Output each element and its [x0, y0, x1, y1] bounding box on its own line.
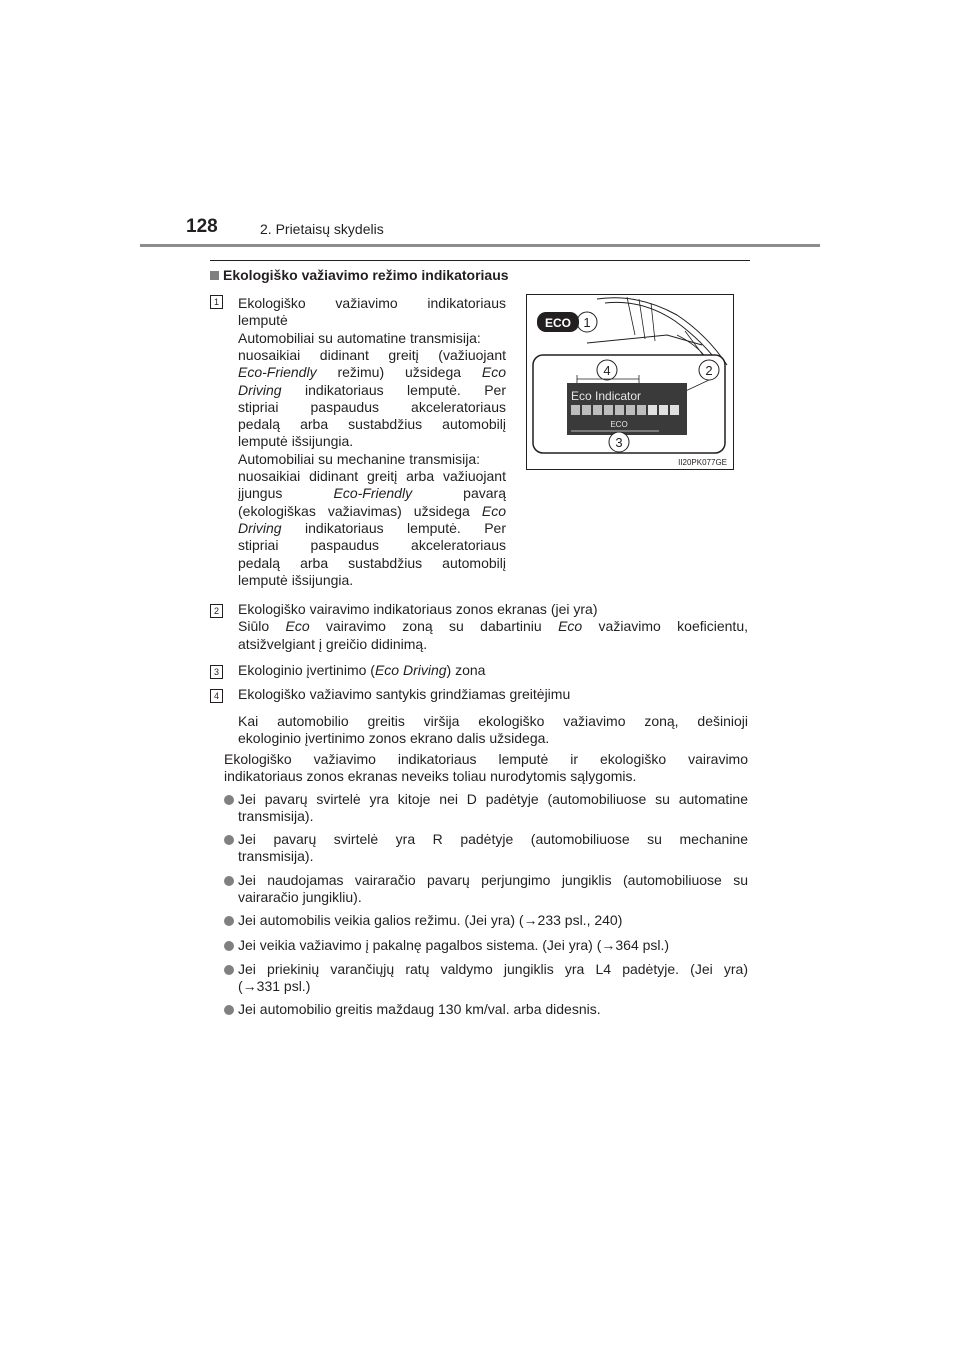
bullet-line-1: Jei naudojamas vairaračio pavarų perjungimo jungiklis (automobiliuose su — [238, 872, 748, 888]
indicator-label: Eco Indicator — [571, 389, 642, 403]
callout-4: 4 — [603, 363, 611, 378]
item-1-line: lemputė išsijungia. — [238, 571, 354, 588]
page-number: 128 — [186, 216, 218, 237]
bullet-icon — [224, 876, 234, 886]
bullet-line-2: transmisija). — [238, 808, 314, 824]
item-1-line: stipriai paspaudus akceleratoriaus — [238, 537, 506, 554]
item-2-line-3: atsižvelgiant į greičio didinimą. — [238, 636, 428, 652]
item-1-line: (ekologiškas važiavimas) užsidega Eco — [238, 502, 506, 519]
item-1-line: Driving indikatoriaus lemputė. Per — [238, 381, 506, 398]
note-line-2: indikatoriaus zonos ekranas neveiks toliau nurodytomis sąlygomis. — [224, 768, 637, 784]
bullet-icon — [224, 795, 234, 805]
section-title-text: Ekologiško važiavimo režimo indikatoriaus — [223, 267, 509, 283]
item-3-text: Ekologinio įvertinimo (Eco Driving) zona — [238, 662, 486, 678]
bullet-icon — [224, 916, 234, 926]
dashboard-illustration — [527, 295, 733, 469]
bullet-icon — [224, 941, 234, 951]
item-1-line: Automobiliai su automatine transmisija: — [238, 329, 481, 346]
item-4-line-2: Kai automobilio greitis viršija ekologiško važiavimo zoną, dešinioji — [238, 713, 748, 729]
item-1-line: stipriai paspaudus akceleratoriaus — [238, 398, 506, 415]
note-line-1: Ekologiško važiavimo indikatoriaus lemputė ir ekologiško vairavimo — [224, 751, 748, 767]
item-1-line: lemputė — [238, 312, 288, 329]
callout-1: 1 — [583, 315, 591, 330]
zone-label: ECO — [610, 420, 628, 429]
item-4-line-3: ekologinio įvertinimo zonos ekrano dalis užsidega. — [238, 730, 550, 746]
item-4-line-1: Ekologiško važiavimo santykis grindžiamas greitėjimu — [238, 686, 571, 702]
bullet-line-2: (→331 psl.) — [238, 978, 311, 994]
section-square-icon — [210, 271, 219, 280]
section-rule — [210, 260, 750, 261]
callout-2: 2 — [705, 363, 713, 378]
item-1-line: Ekologiško važiavimo indikatoriaus — [238, 295, 506, 311]
item-2-line-2: Siūlo Eco vairavimo zoną su dabartiniu Eco važiavimo koeficientu, — [238, 618, 748, 634]
header-rule — [140, 244, 820, 247]
bullet-line-2: transmisija). — [238, 848, 314, 864]
item-2-line-1: Ekologiško vairavimo indikatoriaus zonos ekranas (jei yra) — [238, 601, 598, 617]
item-1-line: įjungus Eco-Friendly pavarą — [238, 485, 506, 502]
chapter-title: 2. Prietaisų skydelis — [260, 221, 384, 237]
eco-badge-label: ECO — [544, 316, 572, 330]
bullet-line-1: Jei automobilis veikia galios režimu. (Jei yra) (→233 psl., 240) — [238, 912, 623, 928]
item-1-line: Driving indikatoriaus lemputė. Per — [238, 519, 506, 536]
item-1-line: nuosaikiai didinant greitį (važiuojant — [238, 346, 506, 363]
bullet-icon — [224, 835, 234, 845]
bullet-line-1: Jei pavarų svirtelė yra kitoje nei D padėtyje (automobiliuose su automatine — [238, 791, 748, 807]
bullet-line-1: Jei automobilio greitis maždaug 130 km/val. arba didesnis. — [238, 1001, 601, 1017]
figure-code: II20PK077GE — [678, 458, 727, 467]
eco-indicator-figure — [526, 294, 734, 470]
bullet-line-1: Jei pavarų svirtelė yra R padėtyje (automobiliuose su mechanine — [238, 831, 748, 847]
item-1-line: Automobiliai su mechanine transmisija: — [238, 450, 480, 467]
item-1-line: Eco-Friendly režimu) užsidega Eco — [238, 364, 506, 381]
section-title — [210, 267, 509, 283]
bullet-icon — [224, 1005, 234, 1015]
item-1-line: pedalą arba sustabdžius automobilį — [238, 416, 506, 433]
bullet-line-2: vairaračio jungikliu). — [238, 889, 362, 905]
item-number-4: 4 — [210, 689, 223, 703]
item-number-1: 1 — [210, 295, 223, 309]
bullet-line-1: Jei veikia važiavimo į pakalnę pagalbos sistema. (Jei yra) (→364 psl.) — [238, 937, 670, 953]
bullet-line-1: Jei priekinių varančiųjų ratų valdymo jungiklis yra L4 padėtyje. (Jei yra) — [238, 961, 748, 977]
item-1-line: lemputė išsijungia. — [238, 433, 354, 450]
bullet-icon — [224, 965, 234, 975]
item-1-line: nuosaikiai didinant greitį arba važiuojant — [238, 468, 506, 484]
item-number-2: 2 — [210, 604, 223, 618]
item-number-3: 3 — [210, 665, 223, 679]
callout-3: 3 — [615, 435, 623, 450]
item-1-line: pedalą arba sustabdžius automobilį — [238, 554, 506, 571]
